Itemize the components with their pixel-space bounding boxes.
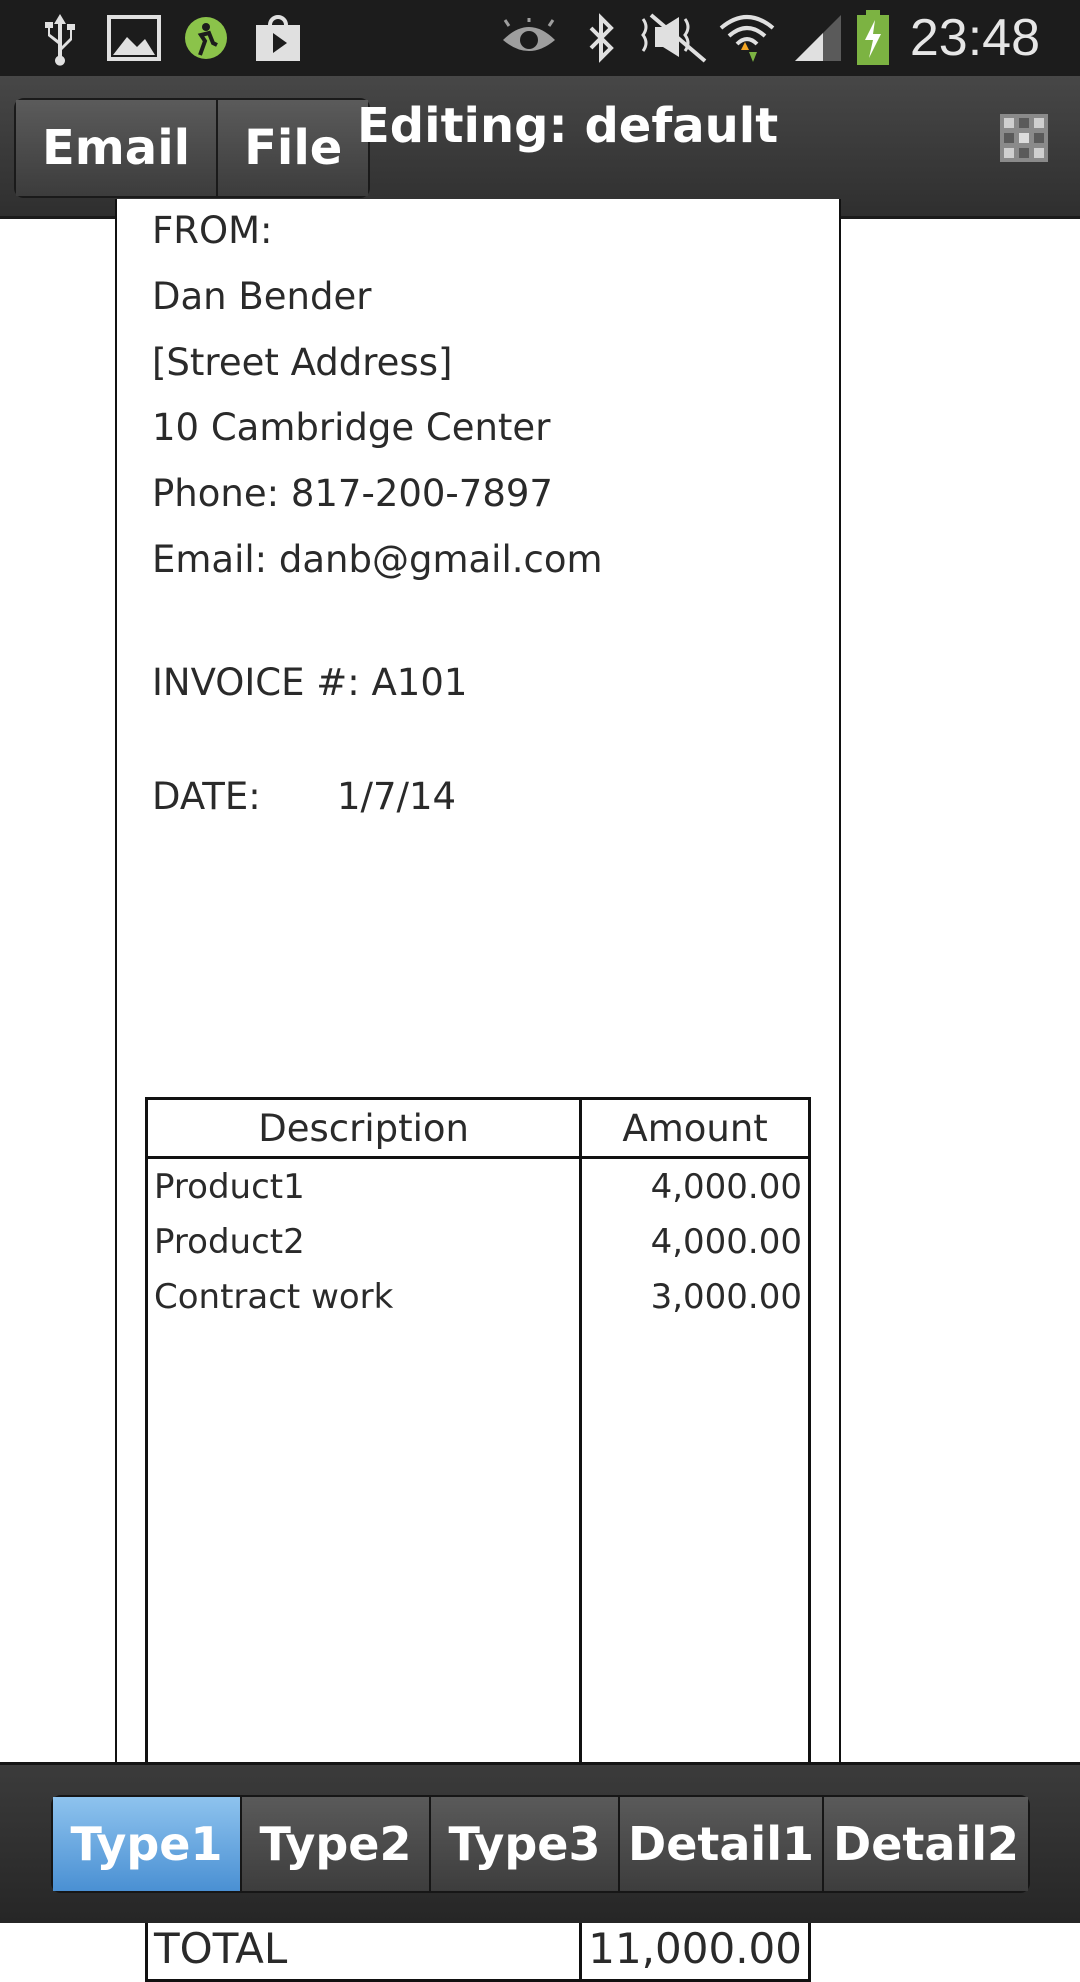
image-icon	[106, 10, 162, 66]
battery-charging-icon	[854, 10, 892, 66]
eye-icon	[500, 10, 558, 66]
description-header: Description	[147, 1099, 581, 1158]
status-bar	[0, 0, 1080, 76]
street-address: [Street Address]	[152, 341, 453, 384]
wifi-icon	[718, 10, 776, 66]
total-row	[147, 1916, 810, 1981]
tab-type3[interactable]: Type3	[429, 1797, 618, 1891]
city-address: 10 Cambridge Center	[152, 406, 551, 449]
tab-type1[interactable]: Type1	[53, 1797, 240, 1891]
row-description: Product1	[147, 1158, 581, 1215]
mute-icon	[638, 10, 710, 66]
action-button-group	[14, 98, 370, 198]
usb-icon	[36, 10, 84, 66]
row-description: Contract work	[147, 1269, 581, 1324]
row-description: Product2	[147, 1214, 581, 1269]
overflow-menu-icon[interactable]	[1000, 114, 1048, 162]
table-row	[147, 1269, 810, 1324]
invoice-number: INVOICE #: A101	[152, 661, 468, 704]
play-store-icon	[252, 10, 304, 66]
row-amount: 4,000.00	[581, 1214, 810, 1269]
table-row	[147, 1214, 810, 1269]
row-amount: 3,000.00	[581, 1269, 810, 1324]
bottom-tab-bar	[0, 1762, 1080, 1923]
from-label: FROM:	[152, 209, 273, 252]
email-button[interactable]: Email	[16, 100, 216, 196]
signal-icon	[792, 10, 844, 66]
phone-line: Phone: 817-200-7897	[152, 472, 553, 515]
bluetooth-icon	[582, 10, 622, 66]
total-value: 11,000.00	[581, 1916, 810, 1981]
action-bar	[0, 76, 1080, 219]
amount-header: Amount	[581, 1099, 810, 1158]
date-value: 1/7/14	[337, 775, 457, 818]
email-line: Email: danb@gmail.com	[152, 538, 603, 581]
clock: 23:48	[909, 9, 1040, 67]
tab-detail1[interactable]: Detail1	[618, 1797, 822, 1891]
tab-type2[interactable]: Type2	[240, 1797, 429, 1891]
tab-detail2[interactable]: Detail2	[822, 1797, 1028, 1891]
editing-title: Editing: default	[357, 98, 779, 154]
total-label: TOTAL	[147, 1916, 581, 1981]
tab-group	[51, 1795, 1030, 1893]
file-button[interactable]: File	[216, 100, 368, 196]
row-amount: 4,000.00	[581, 1158, 810, 1215]
sender-name: Dan Bender	[152, 275, 372, 318]
date-label: DATE:	[152, 775, 261, 818]
green-app-icon	[180, 10, 232, 66]
table-row	[147, 1158, 810, 1215]
table-header-row	[147, 1099, 810, 1158]
